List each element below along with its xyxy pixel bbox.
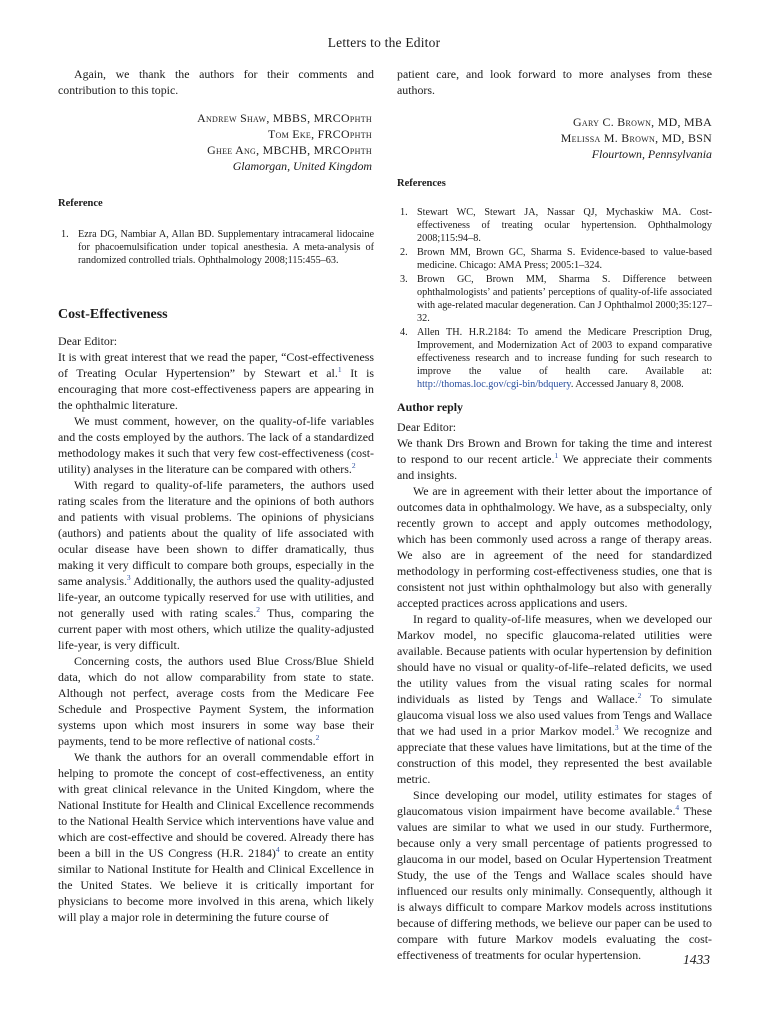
citation-link[interactable]: 2 bbox=[315, 733, 320, 743]
section-title: Cost-Effectiveness bbox=[58, 307, 168, 322]
reference-heading: Reference bbox=[58, 198, 103, 209]
reference-item: 1. Ezra DG, Nambiar A, Allan BD. Supplementary intracameral lidocaine for phacoemulsification under topical anesthesia. A meta-analysis of randomized controlled trials. Ophthalmology 2008;115:455–63. bbox=[61, 229, 374, 266]
right-column bbox=[397, 66, 712, 963]
citation-link[interactable]: 3 bbox=[614, 723, 619, 733]
running-head: Letters to the Editor bbox=[327, 35, 441, 50]
body-paragraph: Concerning costs, the authors used Blue Cross/Blue Shield data, which do not allow comparability from state to state. Although not perfect, average costs from the Medicare Fee Schedule and Prospective Payment System, the information systems upon which most insurers in some way base their payments, tend to be more reflective of national costs.$^2$ bbox=[58, 654, 374, 748]
salutation: Dear Editor: bbox=[397, 420, 457, 434]
signature-name: Andrew Shaw, MBBS, MRCOphth bbox=[197, 111, 372, 125]
reference-item: 4. Allen TH. H.R.2184: To amend the Medicare Prescription Drug, Improvement, and Modernization Act of 2003 to expand comparative effectiveness research and to increase funding for such research to improve the value of health care. Available at: http://thomas.loc.gov/cgi-bin/bdquery. Accessed January 8, 2008. bbox=[400, 327, 712, 390]
signature-place: Flourtown, Pennsylvania bbox=[591, 147, 712, 161]
body-paragraph: We must comment, however, on the quality-of-life variables and the costs employed by the authors. The lack of a standardized methodology makes it such that very few cost-effectiveness (cost-utility) analyses in the literature can be compared with others.$^2$ bbox=[58, 414, 374, 476]
signature-name: Tom Eke, FRCOphth bbox=[267, 127, 372, 141]
page-number: 1433 bbox=[683, 952, 710, 967]
closing-paragraph: Again, we thank the authors for their comments and contribution to this topic. bbox=[58, 67, 374, 97]
reference-list bbox=[58, 228, 374, 267]
body-paragraph: Since developing our model, utility estimates for stages of glaucomatous vision impairment have become available.$^4$ These values are similar to what we used in our study. Furthermore, because only a very small percentage of patients progressed to glaucoma in our model, based on Ocular Hypertension Treatment Study, the use of the Tengs and Wallace scales should have influenced our results only minimally. Consequently, although it is always difficult to compare Markov models across institutions because of differing methods, we believe our paper can be used to compare with future Markov models evaluating the cost-effectiveness of treatments for ocular hypertension. bbox=[397, 788, 712, 962]
signature-block-shaw bbox=[58, 110, 374, 174]
body-paragraph: We are in agreement with their letter about the importance of outcomes data in ophthalmology. We have, as a subspecialty, only recently grown to accept and apply outcomes methodology, which has been commonly used across a range of therapy areas. We also are in agreement of the need for standardized methodology in performing cost-effectiveness studies, one that is consistent not just within ophthalmology but also with generally accepted practices across applications and users. bbox=[397, 484, 712, 610]
citation-link[interactable]: 2 bbox=[351, 461, 356, 471]
reference-list bbox=[397, 206, 712, 391]
reference-item: 3. Brown GC, Brown MM, Sharma S. Difference between ophthalmologists’ and patients’ perceptions of quality-of-life associated with age-related macular degeneration. Can J Ophthalmol 2000;35:127–32. bbox=[400, 274, 712, 324]
citation-link[interactable]: 3 bbox=[126, 573, 131, 583]
signature-place: Glamorgan, United Kingdom bbox=[232, 159, 372, 173]
signature-name: Melissa M. Brown, MD, BSN bbox=[560, 131, 712, 145]
salutation: Dear Editor: bbox=[58, 334, 118, 348]
left-column bbox=[58, 66, 374, 925]
citation-link[interactable]: 1 bbox=[554, 451, 559, 461]
signature-name: Gary C. Brown, MD, MBA bbox=[573, 115, 712, 129]
body-paragraph: We thank Drs Brown and Brown for taking the time and interest to respond to our recent article.$^1$ We appreciate their comments and insights. bbox=[397, 436, 713, 482]
citation-link[interactable]: 2 bbox=[256, 605, 261, 615]
continuation-paragraph: patient care, and look forward to more analyses from these authors. bbox=[397, 67, 712, 97]
reference-url-link[interactable]: http://thomas.loc.gov/cgi-bin/bdquery bbox=[417, 379, 571, 390]
body-paragraph: In regard to quality-of-life measures, when we developed our Markov model, no specific glaucoma-related utilities were available. Because patients with ocular hypertension by definition should have no visual or quality-of-life–related deficits, we used the utility values from the visual rating scales for normal individuals as listed by Tengs and Wallace.$^2$ To simulate glaucoma visual loss we also used values from Tengs and Wallace that we had used in a prior Markov model.$^3$ We recognize and appreciate that these values have limitations, but at the time of the construction of this model, they represented the best available metric. bbox=[397, 612, 713, 786]
body-paragraph: With regard to quality-of-life parameters, the authors used rating scales from the literature and the opinions of both authors and patients with visual problems. The opinions of physicians (authors) and patients about the quality of life associated with ocular disease have been shown to differ dramatically, thus making it very difficult to compare both groups, especially in the same analysis.$^3$ Additionally, the authors used the quality-adjusted life-year, an outcome typically reserved for use with utilities, and not generally used with rating scales.$^2$ Thus, comparing the current paper with most others, which utilize the quality-adjusted life-year, is very difficult. bbox=[58, 478, 375, 652]
body-paragraph: It is with great interest that we read the paper, “Cost-effectiveness of Treating Ocular Hypertension” by Stewart et al.$^1$ It is encouraging that more cost-effectiveness papers are appearing in the ophthalmic literature. bbox=[58, 350, 375, 412]
reference-item: 1. Stewart WC, Stewart JA, Nassar QJ, Mychaskiw MA. Cost-effectiveness of treating ocular hypertension. Ophthalmology 2008;115:94–8. bbox=[400, 207, 712, 244]
author-reply-heading: Author reply bbox=[397, 400, 463, 414]
signature-name: Ghee Ang, MBCHB, MRCOphth bbox=[207, 143, 372, 157]
citation-link[interactable]: 2 bbox=[637, 691, 642, 701]
references-heading: References bbox=[397, 178, 446, 189]
citation-link[interactable]: 1 bbox=[337, 365, 342, 375]
citation-link[interactable]: 4 bbox=[675, 803, 680, 813]
body-paragraph: We thank the authors for an overall commendable effort in helping to promote the concept of cost-effectiveness, an entity with great clinical relevance in the United Kingdom, where the National Institute for Health and Clinical Excellence recommends to the National Health Service which interventions have value and which are cost-effective and should be covered. Already there has been a bill in the US Congress (H.R. 2184)$^4$ to create an entity similar to National Institute for Health and Clinical Excellence in the United States. We believe it is critically important for physicians to become more involved in this arena, which likely will play a major role in determining the future course of bbox=[58, 750, 374, 924]
reference-item: 2. Brown MM, Brown GC, Sharma S. Evidence-based to value-based medicine. Chicago: AMA Press; 2005:1–324. bbox=[400, 247, 712, 271]
citation-link[interactable]: 4 bbox=[275, 845, 280, 855]
signature-block-brown bbox=[397, 114, 712, 162]
